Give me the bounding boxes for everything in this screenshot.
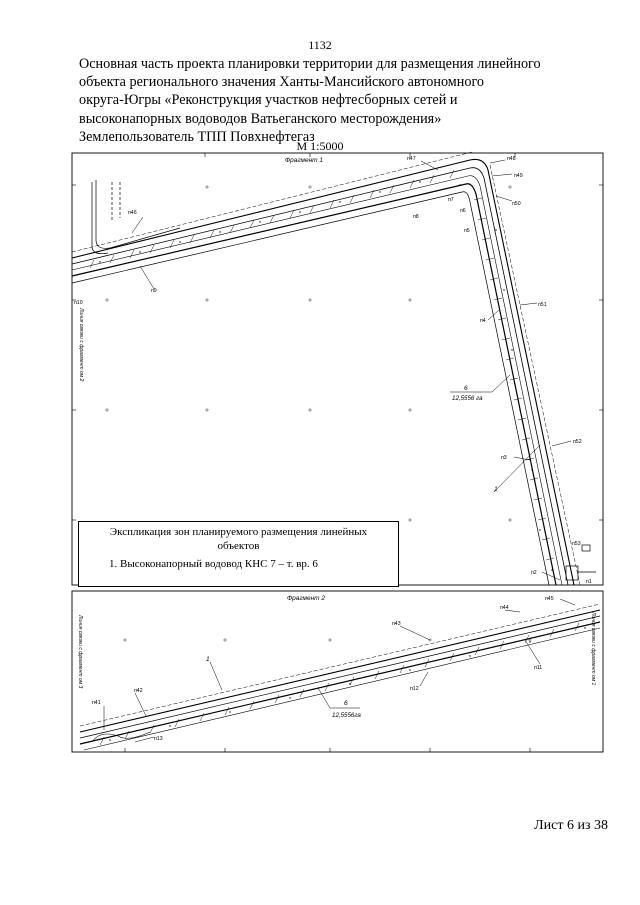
fragment-1-side-note: Линия связки с фрагмент ом 2 <box>78 308 84 382</box>
title-line: объекта регионального значения Ханты-Мансийского автономного <box>79 74 485 91</box>
fragment-2-map <box>72 591 603 752</box>
zone-area: 12,5556га <box>332 712 361 719</box>
point-label: п42 <box>134 688 143 694</box>
frame-ticks <box>125 748 530 752</box>
point-label: п9 <box>151 288 157 294</box>
point-label: п1 <box>586 579 592 585</box>
line-number: 1 <box>494 486 498 493</box>
point-label: п50 <box>512 201 521 207</box>
point-label: п51 <box>538 302 547 308</box>
legend-box <box>78 521 399 587</box>
point-label: п13 <box>154 736 163 742</box>
point-label: п12 <box>410 686 419 692</box>
zone-area: 12,5556 га <box>452 395 483 402</box>
point-label: п2 <box>531 570 537 576</box>
point-label: п4 <box>480 318 486 324</box>
point-label: п53 <box>572 541 581 547</box>
structure-marker <box>566 545 596 580</box>
point-label: п48 <box>507 156 516 162</box>
point-label: п5 <box>464 228 470 234</box>
title-line: Основная часть проекта планировки территории для размещения линейного <box>79 56 541 72</box>
leader-lines <box>132 160 571 580</box>
point-label: п43 <box>392 621 401 627</box>
point-label: п41 <box>92 700 101 706</box>
point-label: п6 <box>460 208 466 214</box>
grid-crosses <box>105 185 512 522</box>
point-label: п49 <box>514 173 523 179</box>
sheet-label: Лист 6 из 38 <box>534 818 608 833</box>
title-line: высоконапорных водоводов Ватьеганского месторождения» <box>79 110 442 127</box>
title-line: округа-Югры «Реконструкция участков нефтесборных сетей и <box>79 92 458 109</box>
vegetation-marks <box>99 181 552 570</box>
point-label: п7 <box>448 197 454 203</box>
zone-number: 6 <box>464 385 468 392</box>
corridor-hatching <box>90 170 554 560</box>
pipeline-corridor <box>80 604 600 750</box>
legend-title: Экспликация зон планируемого размещения линейных объектов <box>109 526 368 552</box>
point-label: п52 <box>573 439 582 445</box>
point-label: п45 <box>545 596 554 602</box>
line-number: 1 <box>206 656 210 663</box>
corridor-hatching <box>100 623 579 745</box>
fragment-2-side-note-right: Линия связки с фрагмент ом 1 <box>590 612 596 686</box>
page-number: 1132 <box>308 38 332 52</box>
leader-lines <box>104 599 575 742</box>
point-label: п46 <box>128 210 137 216</box>
fragment-2-label: Фрагмент 2 <box>287 595 326 602</box>
fragment-2-side-note-left: Линия связки с фрагмент ом 3 <box>77 615 83 689</box>
frame-ticks <box>72 153 603 520</box>
point-label: п10 <box>74 300 83 306</box>
scale-label: М 1:5000 <box>296 139 344 153</box>
point-label: п44 <box>500 605 509 611</box>
title-line: Землепользователь ТПП Повхнефтегаз <box>79 128 315 145</box>
fragment-1-label: Фрагмент 1 <box>285 157 324 164</box>
point-label: п47 <box>407 156 416 162</box>
point-label: п3 <box>501 455 507 461</box>
zone-number: 6 <box>344 700 348 707</box>
point-label: п8 <box>413 214 419 220</box>
legend-item: 1. Высоконапорный водовод КНС 7 – т. вр. 6 <box>109 558 318 570</box>
vegetation-marks <box>109 627 585 740</box>
point-label: п11 <box>534 665 543 671</box>
